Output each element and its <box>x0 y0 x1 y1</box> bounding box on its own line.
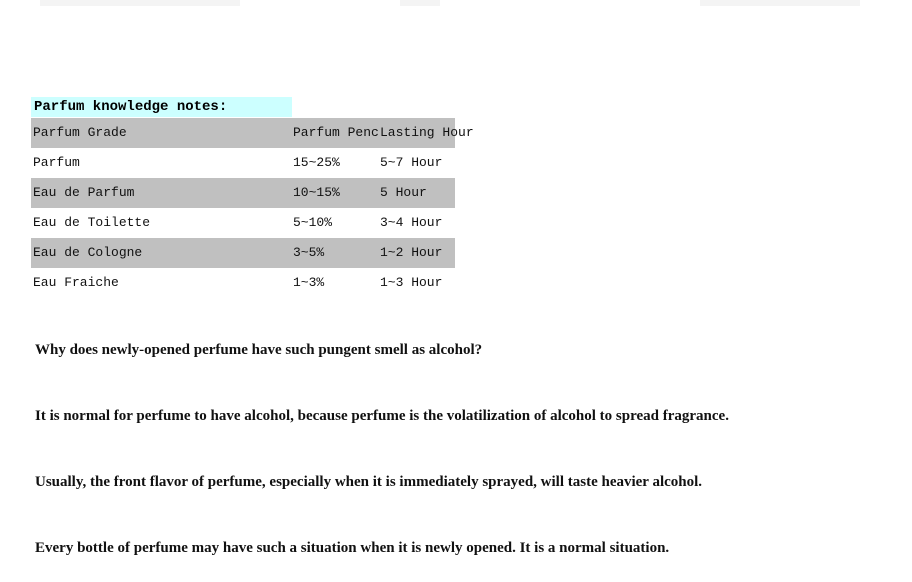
header-lasting: Lasting Hour <box>380 125 474 140</box>
question-paragraph: Why does newly-opened perfume have such pungent smell as alcohol? <box>35 342 483 358</box>
grade-cell: Eau de Cologne <box>33 245 143 260</box>
top-faint-artifact <box>700 0 860 6</box>
table-header-row <box>31 118 474 148</box>
percentage-cell: 10~15% <box>293 185 340 200</box>
table-row <box>31 238 455 268</box>
answer-paragraph: Usually, the front flavor of perfume, especially when it is immediately sprayed, will taste heavier alcohol. <box>35 474 703 490</box>
grade-cell: Eau de Parfum <box>33 185 135 200</box>
table-row <box>31 268 455 298</box>
grade-cell: Eau Fraiche <box>33 275 119 290</box>
top-faint-artifact <box>400 0 440 6</box>
perfume-grade-table <box>31 118 474 298</box>
answer-paragraph: It is normal for perfume to have alcohol, because perfume is the volatilization of alcohol to spread fragrance. <box>35 408 729 424</box>
lasting-cell: 3~4 Hour <box>380 215 443 230</box>
lasting-cell: 1~3 Hour <box>380 275 443 290</box>
notes-title: Parfum knowledge notes: <box>31 97 292 117</box>
percentage-cell: 3~5% <box>293 245 325 260</box>
header-grade: Parfum Grade <box>33 125 127 140</box>
lasting-cell: 1~2 Hour <box>380 245 443 260</box>
table-row <box>31 178 455 208</box>
percentage-cell: 1~3% <box>293 275 325 290</box>
header-percentage: Parfum Penc <box>293 125 379 140</box>
lasting-cell: 5~7 Hour <box>380 155 443 170</box>
grade-cell: Eau de Toilette <box>33 215 151 230</box>
grade-cell: Parfum <box>33 155 80 170</box>
answer-paragraph: Every bottle of perfume may have such a situation when it is newly opened. It is a normal situation. <box>35 540 670 556</box>
percentage-cell: 15~25% <box>293 155 340 170</box>
table-row <box>31 208 455 238</box>
lasting-cell: 5 Hour <box>380 185 427 200</box>
table-row <box>31 148 455 178</box>
top-faint-artifact <box>40 0 240 6</box>
percentage-cell: 5~10% <box>293 215 333 230</box>
